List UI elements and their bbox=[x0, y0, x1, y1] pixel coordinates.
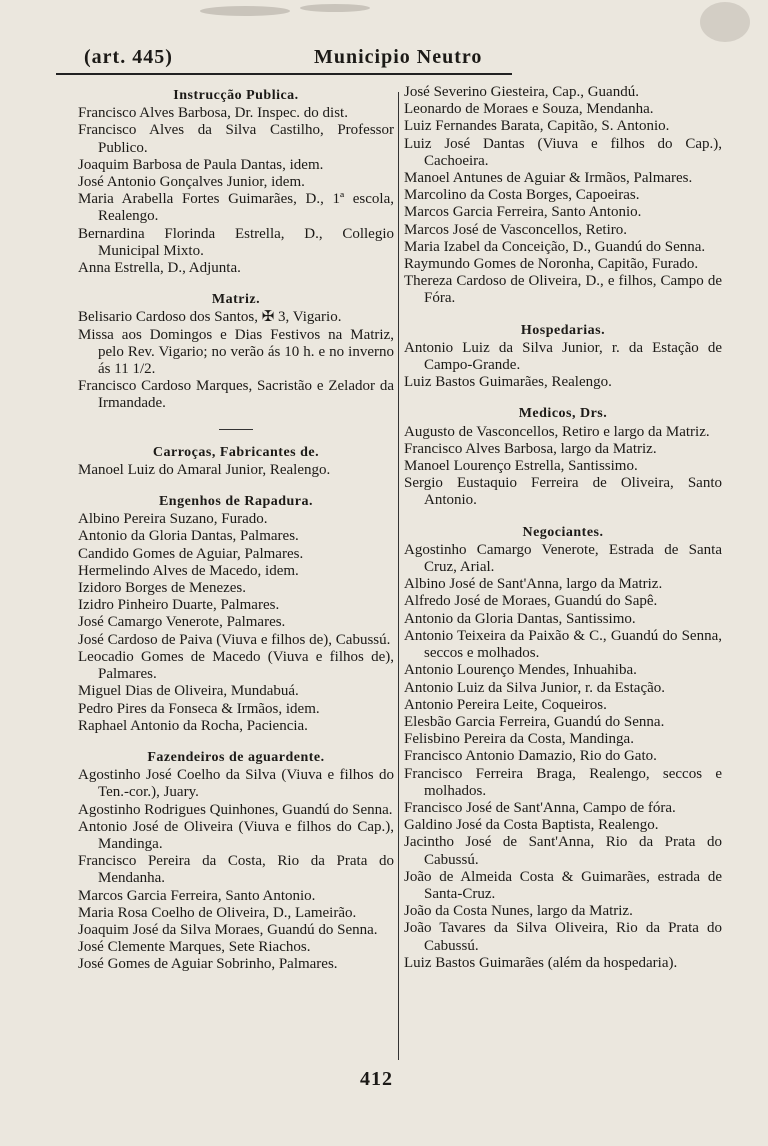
directory-entry: José Gomes de Aguiar Sobrinho, Palmares. bbox=[78, 956, 338, 973]
directory-entry: Felisbino Pereira da Costa, Mandinga. bbox=[404, 731, 634, 748]
directory-entry: Raphael Antonio da Rocha, Paciencia. bbox=[78, 717, 308, 734]
directory-entry: Antonio Pereira Leite, Coqueiros. bbox=[404, 696, 607, 713]
directory-entry: Augusto de Vasconcellos, Retiro e largo da Matriz. bbox=[404, 423, 710, 440]
directory-section bbox=[78, 749, 394, 974]
section-heading: Negociantes. bbox=[522, 524, 604, 540]
ink-stain bbox=[700, 2, 750, 42]
directory-entry: Agostinho José Coelho da Silva (Viuva e filhos do Ten.-cor.), Juary. bbox=[78, 767, 394, 801]
section-heading: Instrucção Publica. bbox=[173, 88, 299, 103]
directory-entry: Francisco Ferreira Braga, Realengo, seccos e molhados. bbox=[404, 765, 722, 799]
article-reference: (art. 445) bbox=[84, 46, 173, 68]
directory-entry: Agostinho Rodrigues Quinhones, Guandú do Senna. bbox=[78, 801, 393, 818]
directory-section bbox=[78, 493, 394, 735]
directory-entry: Antonio da Gloria Dantas, Palmares. bbox=[78, 528, 299, 545]
directory-entry: José Cardoso de Paiva (Viuva e filhos de), Cabussú. bbox=[78, 631, 391, 648]
directory-entry: Manoel Luiz do Amaral Junior, Realengo. bbox=[78, 461, 331, 478]
directory-entry: Maria Izabel da Conceição, D., Guandú do Senna. bbox=[404, 238, 706, 255]
directory-entry: Francisco Alves Barbosa, largo da Matriz. bbox=[404, 440, 657, 457]
directory-entry: Galdino José da Costa Baptista, Realengo. bbox=[404, 817, 659, 834]
directory-entry: Miguel Dias de Oliveira, Mundabuá. bbox=[78, 683, 299, 700]
directory-entry: Albino Pereira Suzano, Furado. bbox=[78, 511, 268, 528]
directory-entry: Manoel Antunes de Aguiar & Irmãos, Palmares. bbox=[404, 170, 693, 187]
directory-entry: Leonardo de Moraes e Souza, Mendanha. bbox=[404, 101, 654, 118]
page-header bbox=[84, 46, 524, 74]
directory-entry: Antonio Lourenço Mendes, Inhuahiba. bbox=[404, 662, 637, 679]
directory-entry: Luiz Bastos Guimarães (além da hospedaria). bbox=[404, 954, 678, 971]
directory-section bbox=[404, 524, 722, 972]
directory-entry: Francisco Cardoso Marques, Sacristão e Zelador da Irmandade. bbox=[78, 378, 394, 412]
directory-entry: Antonio José de Oliveira (Viuva e filhos do Cap.), Mandinga. bbox=[78, 818, 394, 852]
directory-entry: Marcos José de Vasconcellos, Retiro. bbox=[404, 221, 628, 238]
directory-entry: Albino José de Sant'Anna, largo da Matriz. bbox=[404, 576, 663, 593]
directory-entry: Raymundo Gomes de Noronha, Capitão, Furado. bbox=[404, 256, 699, 273]
directory-entry: José Camargo Venerote, Palmares. bbox=[78, 614, 286, 631]
directory-entry: José Antonio Gonçalves Junior, idem. bbox=[78, 174, 305, 191]
directory-entry: Anna Estrella, D., Adjunta. bbox=[78, 260, 241, 277]
directory-entry: Leocadio Gomes de Macedo (Viuva e filhos de), Palmares. bbox=[78, 648, 394, 683]
section-divider bbox=[219, 429, 253, 430]
directory-entry: Agostinho Camargo Venerote, Estrada de Santa Cruz, Arial. bbox=[404, 541, 722, 576]
directory-entry: Maria Rosa Coelho de Oliveira, D., Lameirão. bbox=[78, 904, 357, 921]
directory-entry: Luiz José Dantas (Viuva e filhos do Cap.), Cachoeira. bbox=[404, 135, 722, 169]
ink-stain bbox=[200, 6, 290, 16]
section-heading: Medicos, Drs. bbox=[518, 406, 608, 422]
directory-entry: Antonio Luiz da Silva Junior, r. da Estação de Campo-Grande. bbox=[404, 339, 722, 374]
directory-entry: Marcos Garcia Ferreira, Santo Antonio. bbox=[404, 204, 642, 221]
directory-entry: José Severino Giesteira, Cap., Guandú. bbox=[404, 84, 639, 100]
directory-entry: Missa aos Domingos e Dias Festivos na Matriz, pelo Rev. Vigario; no verão ás 10 h. e no inverno ás 11 1/2. bbox=[78, 326, 394, 378]
directory-entry: Bernardina Florinda Estrella, D., Collegio Municipal Mixto. bbox=[78, 225, 394, 259]
section-heading: Matriz. bbox=[211, 292, 261, 308]
directory-entry: Antonio Teixeira da Paixão & C., Guandú do Senna, seccos e molhados. bbox=[404, 627, 722, 662]
directory-entry: Francisco Alves Barbosa, Dr. Inspec. do dist. bbox=[78, 105, 348, 122]
section-heading: Hospedarias. bbox=[520, 322, 606, 338]
directory-entry: Manoel Lourenço Estrella, Santissimo. bbox=[404, 458, 638, 475]
section-heading: Engenhos de Rapadura. bbox=[158, 494, 314, 510]
running-title: Municipio Neutro bbox=[314, 46, 483, 68]
directory-entry: Antonio Luiz da Silva Junior, r. da Estação. bbox=[404, 679, 666, 696]
directory-entry: José Clemente Marques, Sete Riachos. bbox=[78, 939, 311, 956]
directory-entry: Joaquim Barbosa de Paula Dantas, idem. bbox=[78, 156, 324, 173]
right-column bbox=[404, 84, 722, 972]
directory-entry: Joaquim José da Silva Moraes, Guandú do Senna. bbox=[78, 921, 378, 938]
directory-entry: Luiz Bastos Guimarães, Realengo. bbox=[404, 374, 612, 391]
directory-entry: Francisco Pereira da Costa, Rio da Prata do Mendanha. bbox=[78, 853, 394, 887]
directory-entry: João Tavares da Silva Oliveira, Rio da Prata do Cabussú. bbox=[404, 920, 722, 954]
directory-entry: Sergio Eustaquio Ferreira de Oliveira, Santo Antonio. bbox=[404, 475, 722, 509]
directory-entry: Maria Arabella Fortes Guimarães, D., 1ª escola, Realengo. bbox=[78, 191, 394, 225]
directory-entry: Francisco Antonio Damazio, Rio do Gato. bbox=[404, 748, 657, 765]
header-rule bbox=[56, 73, 512, 75]
section-heading: Fazendeiros de aguardente. bbox=[147, 749, 325, 765]
directory-section bbox=[404, 322, 722, 392]
directory-entry: Izidoro Borges de Menezes. bbox=[78, 580, 247, 597]
column-divider bbox=[398, 92, 399, 1060]
section-heading: Carroças, Fabricantes de. bbox=[152, 444, 320, 460]
directory-section bbox=[78, 87, 394, 277]
directory-entry: Marcos Garcia Ferreira, Santo Antonio. bbox=[78, 887, 316, 904]
directory-entry: Pedro Pires da Fonseca & Irmãos, idem. bbox=[78, 700, 320, 717]
ink-stain bbox=[300, 4, 370, 12]
directory-entry: Izidro Pinheiro Duarte, Palmares. bbox=[78, 597, 280, 614]
directory-entry: Jacintho José de Sant'Anna, Rio da Prata do Cabussú. bbox=[404, 834, 722, 868]
directory-entry: Francisco José de Sant'Anna, Campo de fóra. bbox=[404, 799, 676, 816]
directory-section bbox=[78, 444, 394, 479]
directory-entry: Antonio da Gloria Dantas, Santissimo. bbox=[404, 610, 636, 627]
directory-entry: Hermelindo Alves de Macedo, idem. bbox=[78, 562, 299, 579]
directory-entry: Alfredo José de Moraes, Guandú do Sapê. bbox=[404, 593, 658, 610]
directory-entry: Thereza Cardoso de Oliveira, D., e filhos, Campo de Fóra. bbox=[404, 273, 722, 307]
directory-entry: João de Almeida Costa & Guimarães, estrada de Santa-Cruz. bbox=[404, 868, 722, 902]
directory-entry: Candido Gomes de Aguiar, Palmares. bbox=[78, 545, 304, 562]
directory-section bbox=[404, 405, 722, 509]
directory-section bbox=[404, 84, 722, 308]
directory-entry: Luiz Fernandes Barata, Capitão, S. Antonio. bbox=[404, 118, 670, 135]
directory-entry: João da Costa Nunes, largo da Matriz. bbox=[404, 903, 633, 920]
directory-entry: Elesbão Garcia Ferreira, Guandú do Senna. bbox=[404, 713, 665, 730]
directory-entry: Francisco Alves da Silva Castilho, Professor Publico. bbox=[78, 122, 394, 156]
page-number: 412 bbox=[360, 1068, 393, 1090]
directory-section bbox=[78, 291, 394, 412]
left-column bbox=[78, 84, 394, 974]
directory-entry: Belisario Cardoso dos Santos, ✠ 3, Vigario. bbox=[78, 309, 342, 326]
directory-entry: Marcolino da Costa Borges, Capoeiras. bbox=[404, 187, 640, 204]
